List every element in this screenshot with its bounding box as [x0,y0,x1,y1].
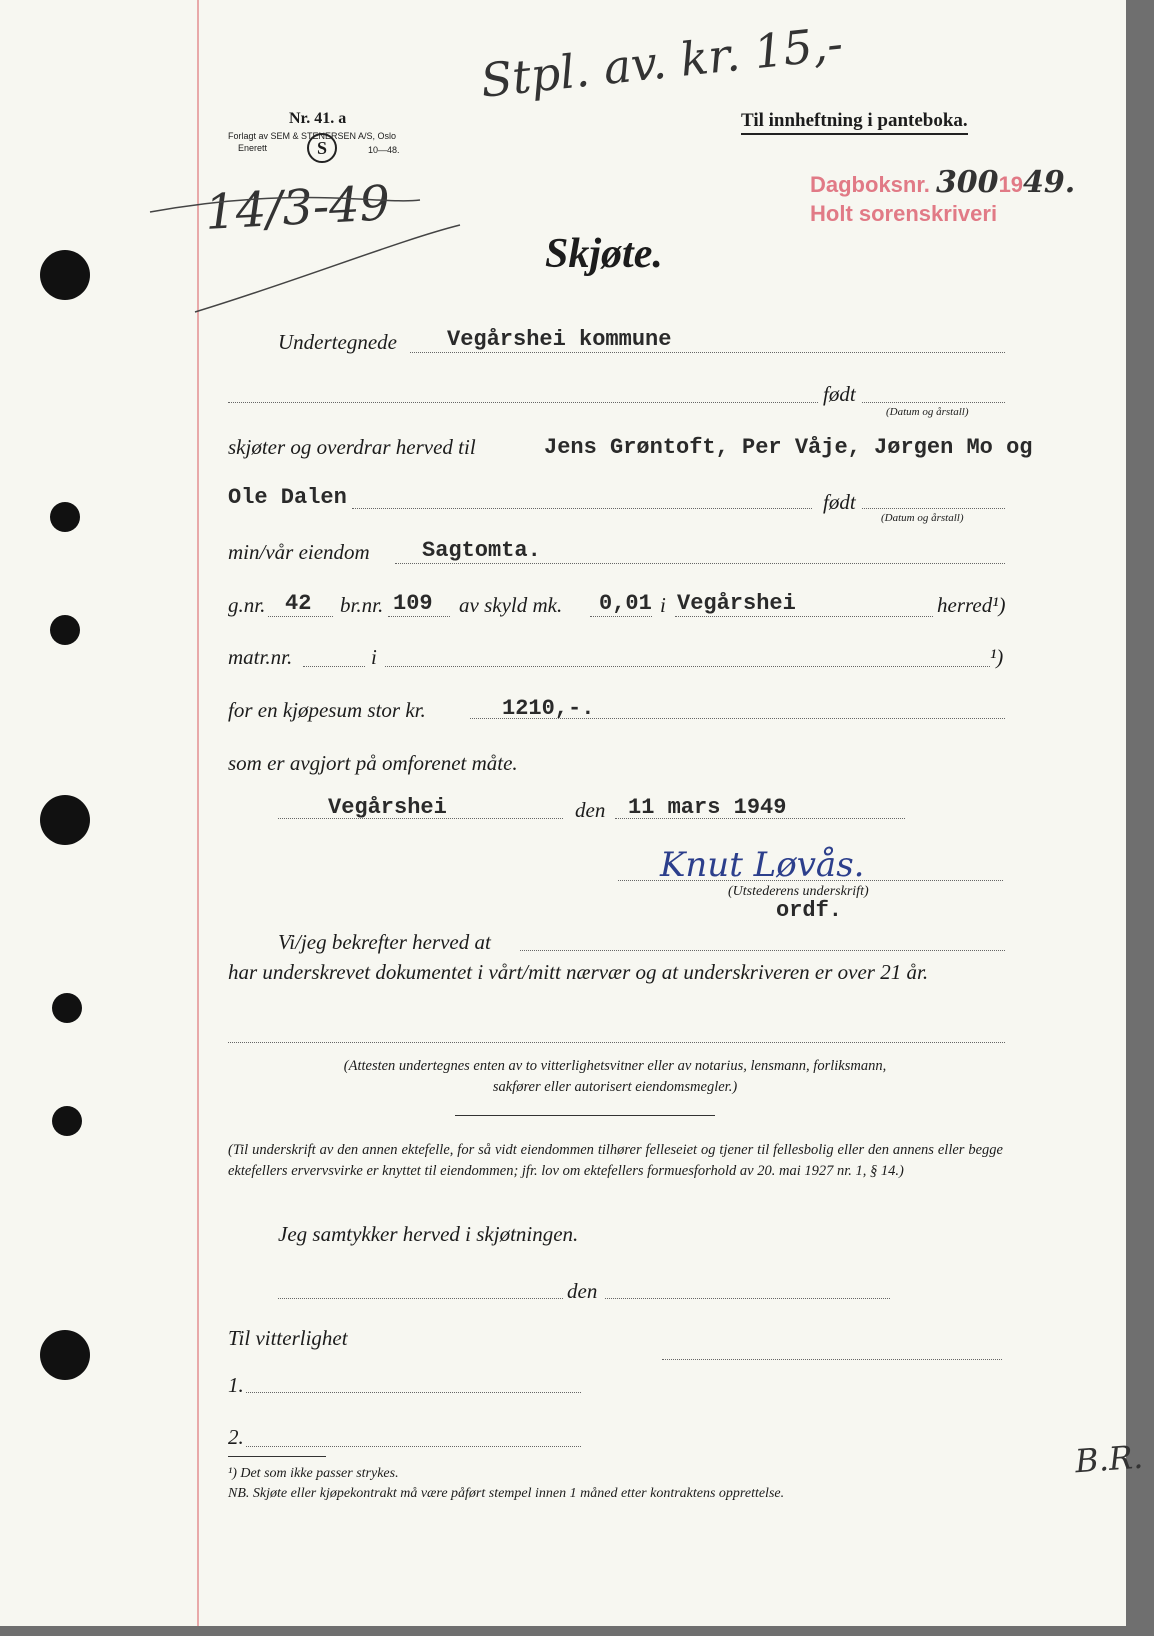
fodt-label: født [823,382,856,406]
samtykke-den-label: den [567,1279,598,1303]
binder-hole [40,795,90,845]
handwritten-fee: Stpl. av. kr. 15,- [478,16,846,108]
dotted-line [388,616,450,617]
buyers-line1: Jens Grøntoft, Per Våje, Jørgen Mo og [544,435,1033,460]
gnr-label: g.nr. [228,593,266,617]
dotted-line [278,1298,563,1299]
gnr-value: 42 [285,591,312,616]
eiendom-label: min/vår eiendom [228,540,370,564]
dotted-line [246,1392,581,1393]
dotted-line [303,666,365,667]
witness-number-2: 2. [228,1425,244,1449]
signature: Knut Løvås. [660,845,865,885]
datum-note-2: (Datum og årstall) [881,512,964,524]
kjopesum-label: for en kjøpesum stor kr. [228,698,426,722]
undertegnede-label: Undertegnede [278,330,397,354]
footnote-rule [228,1456,326,1457]
dotted-line [385,666,990,667]
dotted-line [662,1359,1002,1360]
skyld-label: av skyld mk. [459,593,563,617]
witness-line1: Vi/jeg bekrefter herved at [278,930,491,954]
den-label: den [575,798,606,822]
witness-line2: har underskrevet dokumentet i vårt/mitt nærvær og at underskriveren er over 21 år. [228,960,929,984]
stamp-prefix: Dagboksnr. [810,172,930,197]
dotted-line [278,818,563,819]
spouse-note: (Til underskrift av den annen ektefelle, for så vidt eiendommen tilhører felleseiet og tjener til fellesbolig eller den annens eller begge ektefellers ervervsvirke er knyttet til eiendommen; jfr. lov om ektefellers formuesforhold av 20. mai 1927 nr. 1, § 14.) [228,1142,1003,1179]
dotted-line [228,402,818,403]
matr-label: matr.nr. [228,645,293,669]
herred-label: herred¹) [937,593,1006,617]
witness-number-1: 1. [228,1373,244,1397]
samtykke-text: Jeg samtykker herved i skjøtningen. [278,1222,579,1246]
i-label: i [660,593,666,617]
dotted-line [470,718,1005,719]
footnote-nb: NB. Skjøte eller kjøpekontrakt må være påført stempel innen 1 måned etter kontraktens opprettelse. [228,1486,785,1501]
buyers-line2: Ole Dalen [228,485,347,510]
stamp-number: 300 [935,165,999,200]
dotted-line [618,880,1003,881]
binding-note: Til innheftning i panteboka. [741,110,968,135]
brnr-value: 109 [393,591,433,616]
vitterlighet-label: Til vitterlighet [228,1326,348,1350]
dotted-line [590,616,652,617]
dotted-line [862,508,1005,509]
dotted-line [246,1446,581,1447]
footnote-mark: ¹) [990,645,1004,669]
page-title: Skjøte. [545,231,663,277]
skyld-value: 0,01 [599,591,652,616]
datum-note: (Datum og årstall) [886,406,969,418]
avgjort-text: som er avgjort på omforenet måte. [228,751,518,775]
separator-line [455,1115,715,1116]
brnr-label: br.nr. [340,593,384,617]
dotted-line [268,616,333,617]
publisher-code: 10—48. [368,145,400,155]
publisher-enerett: Enerett [238,143,268,153]
stamp-year: 19 [998,172,1024,197]
stamp-year-hand: 49. [1023,165,1076,200]
skjoter-label: skjøter og overdrar herved til [228,435,476,459]
undertegnede-value: Vegårshei kommune [447,327,672,352]
handwritten-date: 14/3-49 [203,175,392,241]
stamp-office: Holt sorenskriveri [810,201,998,226]
binder-hole [40,1330,90,1380]
dotted-line [228,1042,1005,1043]
signature-title: ordf. [776,898,843,923]
dotted-line [615,818,905,819]
signature-caption: (Utstederens underskrift) [728,884,869,899]
publisher-logo-icon: S [307,133,337,163]
place-value: Vegårshei [328,795,447,820]
eiendom-value: Sagtomta. [422,538,541,563]
dotted-line [605,1298,890,1299]
witness-note: (Attesten undertegnes enten av to vitterlighetsvitner eller av notarius, lensmann, forliksmann, sakfører eller autorisert eiendomsmegler.) [343,1058,887,1095]
binder-hole [52,993,82,1023]
binder-hole [50,502,80,532]
form-number: Nr. 41. a [289,110,347,127]
publisher-line: Forlagt av SEM & STENERSEN A/S, Oslo [228,131,397,141]
handwritten-initials: B.R. [1073,1437,1145,1481]
dotted-line [410,352,1005,353]
dotted-line [395,563,1005,564]
binder-hole [50,615,80,645]
fodt-label-2: født [823,490,856,514]
footnote-1: ¹) Det som ikke passer strykes. [228,1466,399,1481]
date-value: 11 mars 1949 [628,795,787,820]
dotted-line [520,950,1005,951]
kjopesum-value: 1210,-. [502,696,595,721]
matr-i-label: i [371,645,377,669]
registry-stamp [810,165,1076,228]
dotted-line [352,508,812,509]
binder-hole [52,1106,82,1136]
dotted-line [675,616,933,617]
herred-value: Vegårshei [677,591,796,616]
dotted-line [862,402,1005,403]
